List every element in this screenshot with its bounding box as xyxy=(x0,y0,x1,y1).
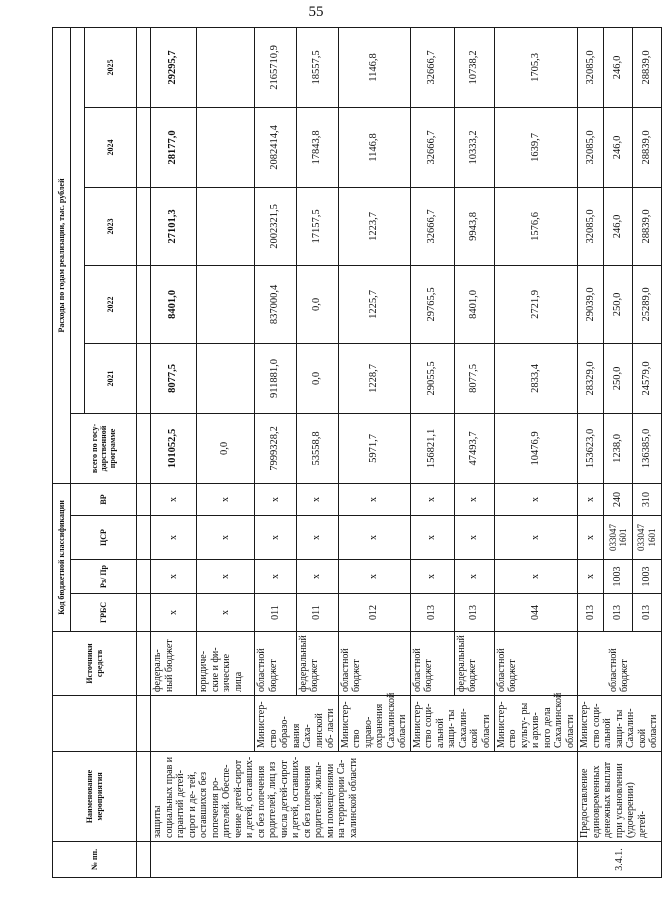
rzpr-cell: х xyxy=(454,560,494,594)
source-cell: федеральный бюджет xyxy=(296,632,338,696)
source-cell: областной бюджет xyxy=(494,632,578,696)
grbs-cell: 013 xyxy=(578,594,604,632)
empty-cell xyxy=(137,516,151,560)
year-cell: 24579,0 xyxy=(632,343,661,413)
vr-cell: х xyxy=(197,483,255,515)
empty-cell xyxy=(137,27,151,107)
csr-cell: х xyxy=(151,516,197,560)
year-cell: 25289,0 xyxy=(632,265,661,343)
header-grbs: ГРБС xyxy=(71,594,137,632)
year-cell: 911881,0 xyxy=(255,343,297,413)
empty-cell xyxy=(137,560,151,594)
table-row xyxy=(338,27,410,877)
year-cell: 29765,5 xyxy=(410,265,454,343)
budget-table-rotated xyxy=(52,28,659,878)
header-year: 2021 xyxy=(85,343,137,413)
header-years-spacer xyxy=(71,27,85,413)
budget-table xyxy=(52,27,662,878)
header-year: 2024 xyxy=(85,107,137,187)
header-num: № пп. xyxy=(53,842,137,878)
year-cell: 10333,2 xyxy=(454,107,494,187)
year-cell: 246,0 xyxy=(604,107,633,187)
year-cell: 2833,4 xyxy=(494,343,578,413)
total-cell: 136385,0 xyxy=(632,413,661,483)
year-cell xyxy=(197,265,255,343)
source-cell: юридиче- ские и фи- зические лица xyxy=(197,632,255,696)
empty-cell xyxy=(137,594,151,632)
year-cell: 32666,7 xyxy=(410,187,454,265)
year-cell: 1225,7 xyxy=(338,265,410,343)
year-cell: 2082414,4 xyxy=(255,107,297,187)
year-cell: 28839,0 xyxy=(632,27,661,107)
rzpr-cell: х xyxy=(494,560,578,594)
year-cell: 1639,7 xyxy=(494,107,578,187)
page-number: 55 xyxy=(308,4,324,20)
csr-cell: х xyxy=(255,516,297,560)
table-row xyxy=(410,27,454,877)
executor-cell: Министер- ство соци- альной защи- ты Сахалин- ской области xyxy=(578,696,662,752)
vr-cell: х xyxy=(338,483,410,515)
executor-cell: Министер- ство культу- ры и архив- ного дела Сахалинской области xyxy=(494,696,578,752)
source-cell: федеральный бюджет xyxy=(454,632,494,696)
empty-cell xyxy=(137,343,151,413)
header-csr: ЦСР xyxy=(71,516,137,560)
item-number: 3.4.1. xyxy=(578,842,662,878)
rzpr-cell: х xyxy=(296,560,338,594)
rzpr-cell: 1003 xyxy=(604,560,633,594)
measure-name: защиты социальных прав и гарантий детей-сирот и де- тей, оставшихся без попечения ро- дителей. Обеспе- чение детей-сирот и детей, оставших- ся без попечения родителей, лиц из числа детей-сирот и детей, оставших- ся без попечения родителей, жилы- ми помещениями на территории Са- халинской области xyxy=(151,752,578,842)
source-cell: областной бюджет xyxy=(410,632,454,696)
total-cell: 10476,9 xyxy=(494,413,578,483)
header-expenses: Расходы по годам реализации, тыс. рублей xyxy=(53,27,71,483)
total-cell: 5971,7 xyxy=(338,413,410,483)
source-cell: областной бюджет xyxy=(255,632,297,696)
year-cell: 28177,0 xyxy=(151,107,197,187)
year-cell: 0,0 xyxy=(296,343,338,413)
year-cell: 29055,5 xyxy=(410,343,454,413)
year-cell: 8077,5 xyxy=(151,343,197,413)
executor-cell: Министер- ство соци- альной защи- ты Сахалин- ской области xyxy=(410,696,494,752)
csr-cell: х xyxy=(578,516,604,560)
rzpr-cell: х xyxy=(255,560,297,594)
grbs-cell: х xyxy=(197,594,255,632)
year-cell: 8077,5 xyxy=(454,343,494,413)
year-cell xyxy=(197,343,255,413)
vr-cell: х xyxy=(494,483,578,515)
empty-cell xyxy=(137,696,151,752)
total-cell: 153623,0 xyxy=(578,413,604,483)
year-cell: 2721,9 xyxy=(494,265,578,343)
year-cell: 246,0 xyxy=(604,187,633,265)
executor-cell xyxy=(151,696,255,752)
total-cell: 47493,7 xyxy=(454,413,494,483)
empty-cell xyxy=(137,187,151,265)
year-cell: 17157,5 xyxy=(296,187,338,265)
table-row xyxy=(151,27,197,877)
year-cell xyxy=(197,107,255,187)
grbs-cell: 012 xyxy=(338,594,410,632)
vr-cell: х xyxy=(296,483,338,515)
grbs-cell: 011 xyxy=(296,594,338,632)
grbs-cell: 013 xyxy=(604,594,633,632)
csr-cell: х xyxy=(410,516,454,560)
year-cell: 1576,6 xyxy=(494,187,578,265)
year-cell: 1146,8 xyxy=(338,107,410,187)
year-cell: 32666,7 xyxy=(410,107,454,187)
csr-cell: х xyxy=(197,516,255,560)
table-row xyxy=(255,27,297,877)
year-cell: 1146,8 xyxy=(338,27,410,107)
rzpr-cell: х xyxy=(151,560,197,594)
table-row xyxy=(494,27,578,877)
empty-cell xyxy=(137,483,151,515)
year-cell: 32666,7 xyxy=(410,27,454,107)
executor-cell: Министер- ство образо- вания Саха- линской об- ласти xyxy=(255,696,339,752)
header-name: Наименование мероприятия xyxy=(53,752,137,842)
grbs-cell: 044 xyxy=(494,594,578,632)
year-cell: 0,0 xyxy=(296,265,338,343)
year-cell xyxy=(197,27,255,107)
year-cell: 250,0 xyxy=(604,265,633,343)
num-cell xyxy=(151,842,578,878)
year-cell: 32085,0 xyxy=(578,27,604,107)
header-rzpr: Рз/ Пр xyxy=(71,560,137,594)
year-cell: 28329,0 xyxy=(578,343,604,413)
header-executors xyxy=(53,696,137,752)
empty-cell xyxy=(137,842,151,878)
grbs-cell: 011 xyxy=(255,594,297,632)
year-cell xyxy=(197,187,255,265)
year-cell: 9943,8 xyxy=(454,187,494,265)
source-cell: федераль- ный бюджет xyxy=(151,632,197,696)
year-cell: 27101,3 xyxy=(151,187,197,265)
year-cell: 250,0 xyxy=(604,343,633,413)
year-cell: 1223,7 xyxy=(338,187,410,265)
vr-cell: х xyxy=(578,483,604,515)
executor-cell: Министер- ство здраво- охранения Сахалинской области xyxy=(338,696,410,752)
year-cell: 28839,0 xyxy=(632,187,661,265)
vr-cell: 310 xyxy=(632,483,661,515)
header-total: всего по госу- дарственной программе xyxy=(71,413,137,483)
rzpr-cell: х xyxy=(578,560,604,594)
total-cell: 101052,5 xyxy=(151,413,197,483)
year-cell: 246,0 xyxy=(604,27,633,107)
csr-cell: х xyxy=(296,516,338,560)
table-row xyxy=(578,27,604,877)
csr-cell: х xyxy=(338,516,410,560)
year-cell: 17843,8 xyxy=(296,107,338,187)
csr-cell: 033047 1601 xyxy=(604,516,633,560)
vr-cell: х xyxy=(255,483,297,515)
rzpr-cell: х xyxy=(197,560,255,594)
total-cell: 156821,1 xyxy=(410,413,454,483)
empty-cell xyxy=(137,752,151,842)
empty-cell xyxy=(137,413,151,483)
header-year: 2022 xyxy=(85,265,137,343)
csr-cell: х xyxy=(454,516,494,560)
header-year: 2025 xyxy=(85,27,137,107)
year-cell: 32085,0 xyxy=(578,107,604,187)
rzpr-cell: х xyxy=(338,560,410,594)
year-cell: 8401,0 xyxy=(151,265,197,343)
total-cell: 7999328,2 xyxy=(255,413,297,483)
vr-cell: х xyxy=(454,483,494,515)
source-cell: областной бюджет xyxy=(338,632,410,696)
total-cell: 0,0 xyxy=(197,413,255,483)
vr-cell: 240 xyxy=(604,483,633,515)
year-cell: 2002321,5 xyxy=(255,187,297,265)
csr-cell: 033047 1601 xyxy=(632,516,661,560)
rzpr-cell: 1003 xyxy=(632,560,661,594)
grbs-cell: х xyxy=(151,594,197,632)
empty-cell xyxy=(137,632,151,696)
header-vr: ВР xyxy=(71,483,137,515)
grbs-cell: 013 xyxy=(632,594,661,632)
source-cell: областной бюджет xyxy=(578,632,662,696)
rzpr-cell: х xyxy=(410,560,454,594)
year-cell: 32085,0 xyxy=(578,187,604,265)
year-cell: 837000,4 xyxy=(255,265,297,343)
year-cell: 8401,0 xyxy=(454,265,494,343)
year-cell: 29295,7 xyxy=(151,27,197,107)
total-cell: 53558,8 xyxy=(296,413,338,483)
total-cell: 1238,0 xyxy=(604,413,633,483)
header-budget-classification: Код бюджетной классификации xyxy=(53,483,71,631)
year-cell: 28839,0 xyxy=(632,107,661,187)
empty-cell xyxy=(137,265,151,343)
csr-cell: х xyxy=(494,516,578,560)
header-year: 2023 xyxy=(85,187,137,265)
grbs-cell: 013 xyxy=(410,594,454,632)
vr-cell: х xyxy=(410,483,454,515)
year-cell: 29039,0 xyxy=(578,265,604,343)
header-sources: Источники средств xyxy=(53,632,137,696)
grbs-cell: 013 xyxy=(454,594,494,632)
year-cell: 1228,7 xyxy=(338,343,410,413)
year-cell: 10738,2 xyxy=(454,27,494,107)
vr-cell: х xyxy=(151,483,197,515)
year-cell: 1705,3 xyxy=(494,27,578,107)
empty-cell xyxy=(137,107,151,187)
year-cell: 2165710,9 xyxy=(255,27,297,107)
year-cell: 18557,5 xyxy=(296,27,338,107)
item-name: Предоставление единовременных денежных выплат при усыновлении (удочерении) детей- xyxy=(578,752,662,842)
